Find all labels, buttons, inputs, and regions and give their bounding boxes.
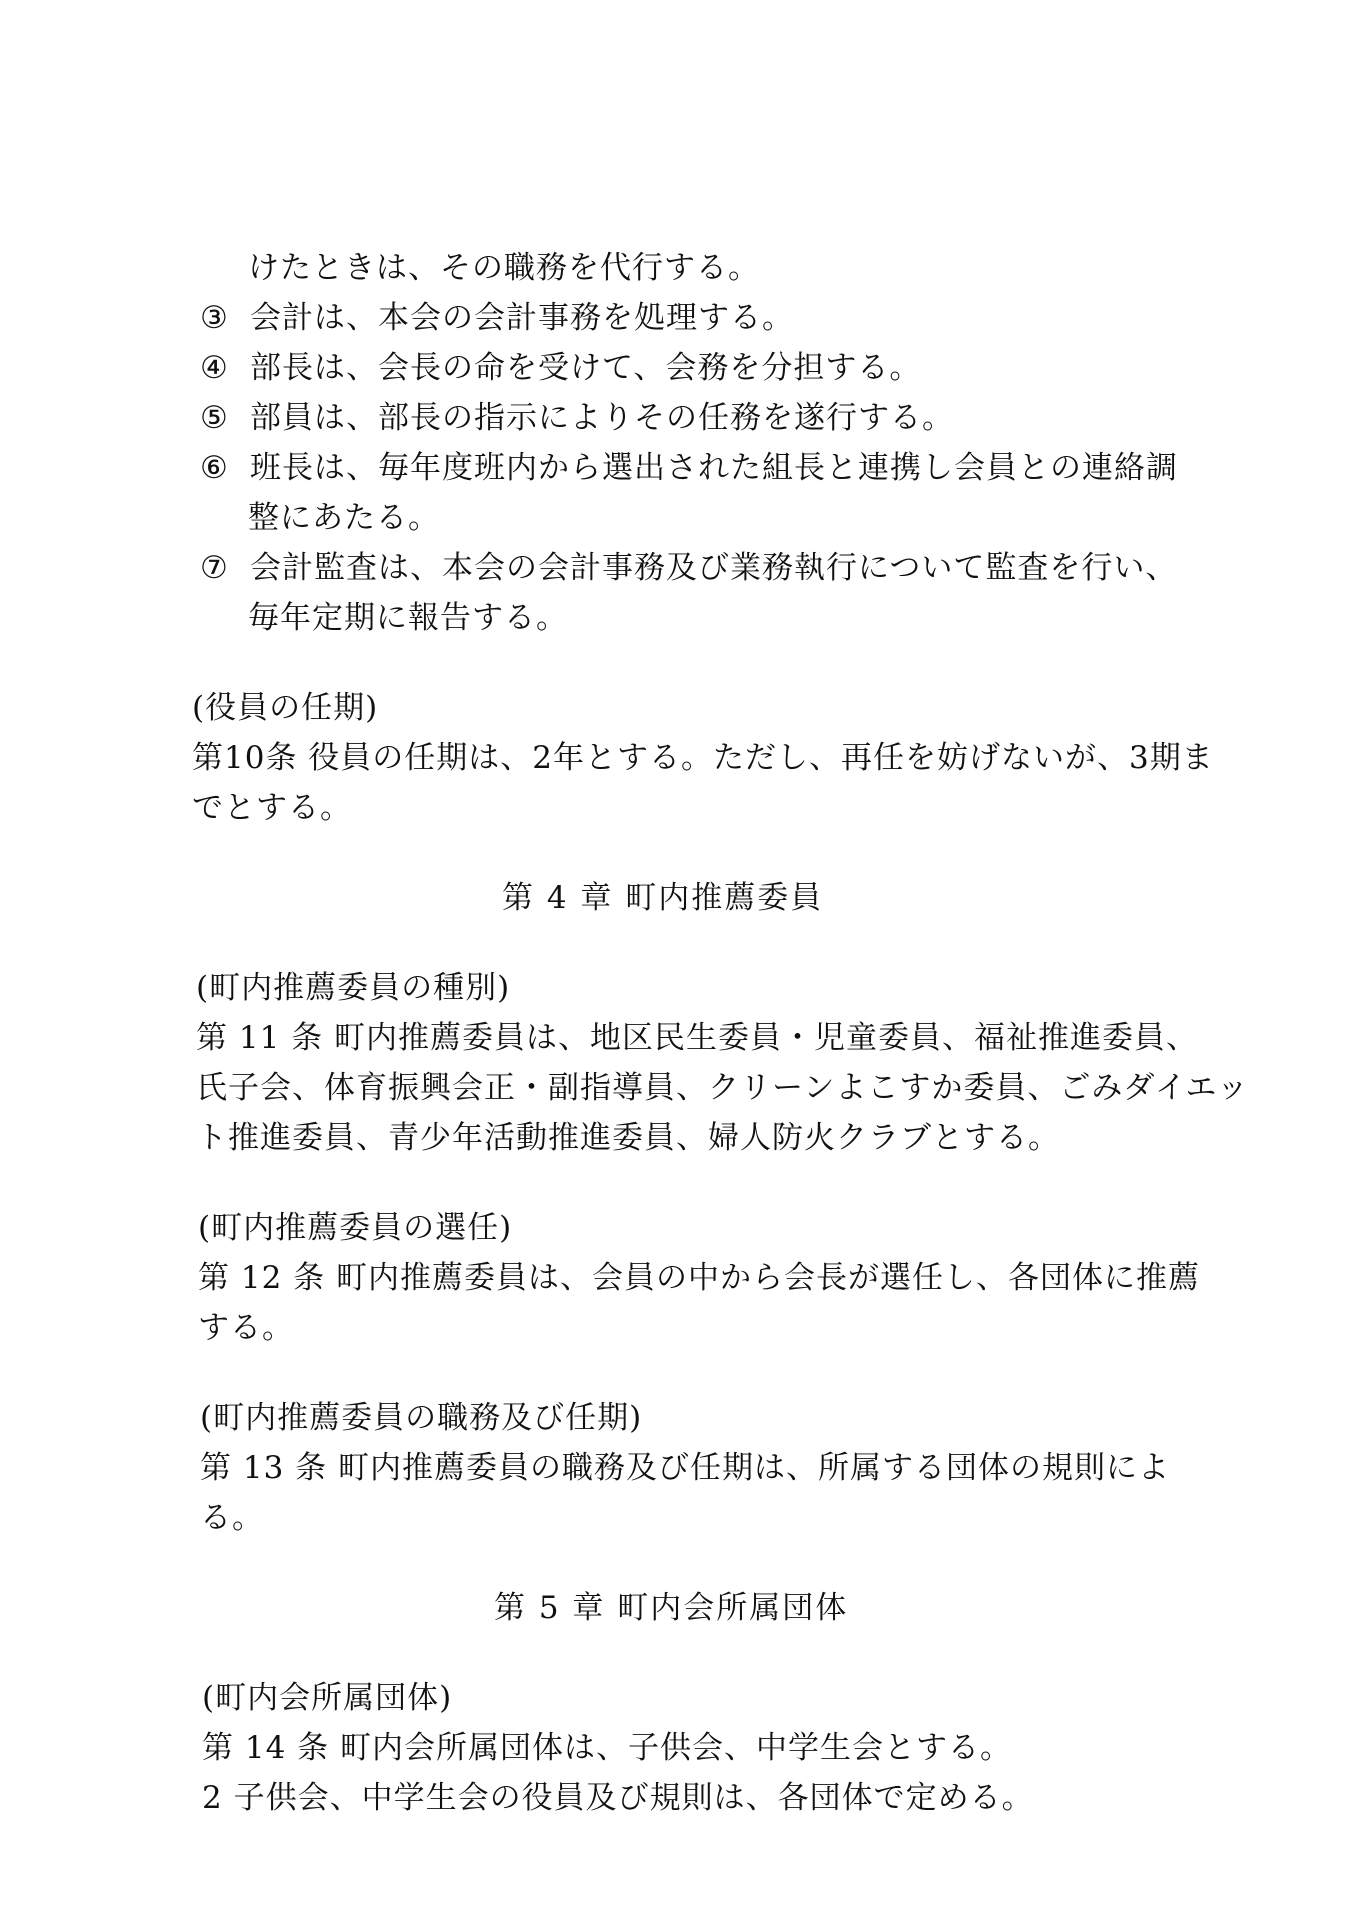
chapter-heading: 第 5 章 町内会所属団体 xyxy=(494,1590,849,1626)
article-text: 第 13 条 町内推薦委員の職務及び任期は、所属する団体の規則によ xyxy=(200,1450,1171,1486)
list-item xyxy=(200,298,794,338)
article-text: 第10条 役員の任期は、2年とする。ただし、再任を妨げないが、3期ま xyxy=(192,740,1214,776)
list-item xyxy=(200,348,921,388)
item-number: ⑦ xyxy=(200,550,229,586)
list-item xyxy=(200,548,1177,588)
item-text: 会計監査は、本会の会計事務及び業務執行について監査を行い、 xyxy=(250,550,1178,586)
item-text: 会計は、本会の会計事務を処理する。 xyxy=(250,300,794,336)
article-text: 第 11 条 町内推薦委員は、地区民生委員・児童委員、福祉推進委員、 xyxy=(196,1020,1199,1056)
item-continuation: けたときは、その職務を代行する。 xyxy=(248,250,760,286)
article-text: 第 12 条 町内推薦委員は、会員の中から会長が選任し、各団体に推薦 xyxy=(198,1260,1201,1296)
article-caption: (役員の任期) xyxy=(192,690,379,726)
article-text: 2 子供会、中学生会の役員及び規則は、各団体で定める。 xyxy=(202,1780,1034,1816)
chapter-heading: 第 4 章 町内推薦委員 xyxy=(502,880,824,916)
item-text: 班長は、毎年度班内から選出された組長と連携し会員との連絡調 xyxy=(250,450,1178,486)
article-caption: (町内推薦委員の選任) xyxy=(198,1210,513,1246)
item-number: ③ xyxy=(200,300,229,336)
item-number: ⑥ xyxy=(200,450,229,486)
item-text: 部員は、部長の指示によりその任務を遂行する。 xyxy=(250,400,954,436)
article-caption: (町内会所属団体) xyxy=(202,1680,453,1716)
list-item xyxy=(200,398,954,438)
article-text: ト推進委員、青少年活動推進委員、婦人防火クラブとする。 xyxy=(196,1120,1060,1156)
article-text: 氏子会、体育振興会正・副指導員、クリーンよこすか委員、ごみダイエッ xyxy=(196,1070,1249,1106)
item-number: ⑤ xyxy=(200,400,229,436)
article-caption: (町内推薦委員の職務及び任期) xyxy=(200,1400,643,1436)
article-caption: (町内推薦委員の種別) xyxy=(196,970,511,1006)
item-number: ④ xyxy=(200,350,229,386)
item-text: 部長は、会長の命を受けて、会務を分担する。 xyxy=(250,350,922,386)
list-item xyxy=(200,448,1178,488)
item-continuation: 整にあたる。 xyxy=(248,500,440,536)
article-text: 第 14 条 町内会所属団体は、子供会、中学生会とする。 xyxy=(202,1730,1013,1766)
article-text: でとする。 xyxy=(192,790,352,826)
article-text: る。 xyxy=(200,1500,264,1536)
item-continuation: 毎年定期に報告する。 xyxy=(248,600,568,636)
article-text: する。 xyxy=(198,1310,294,1346)
